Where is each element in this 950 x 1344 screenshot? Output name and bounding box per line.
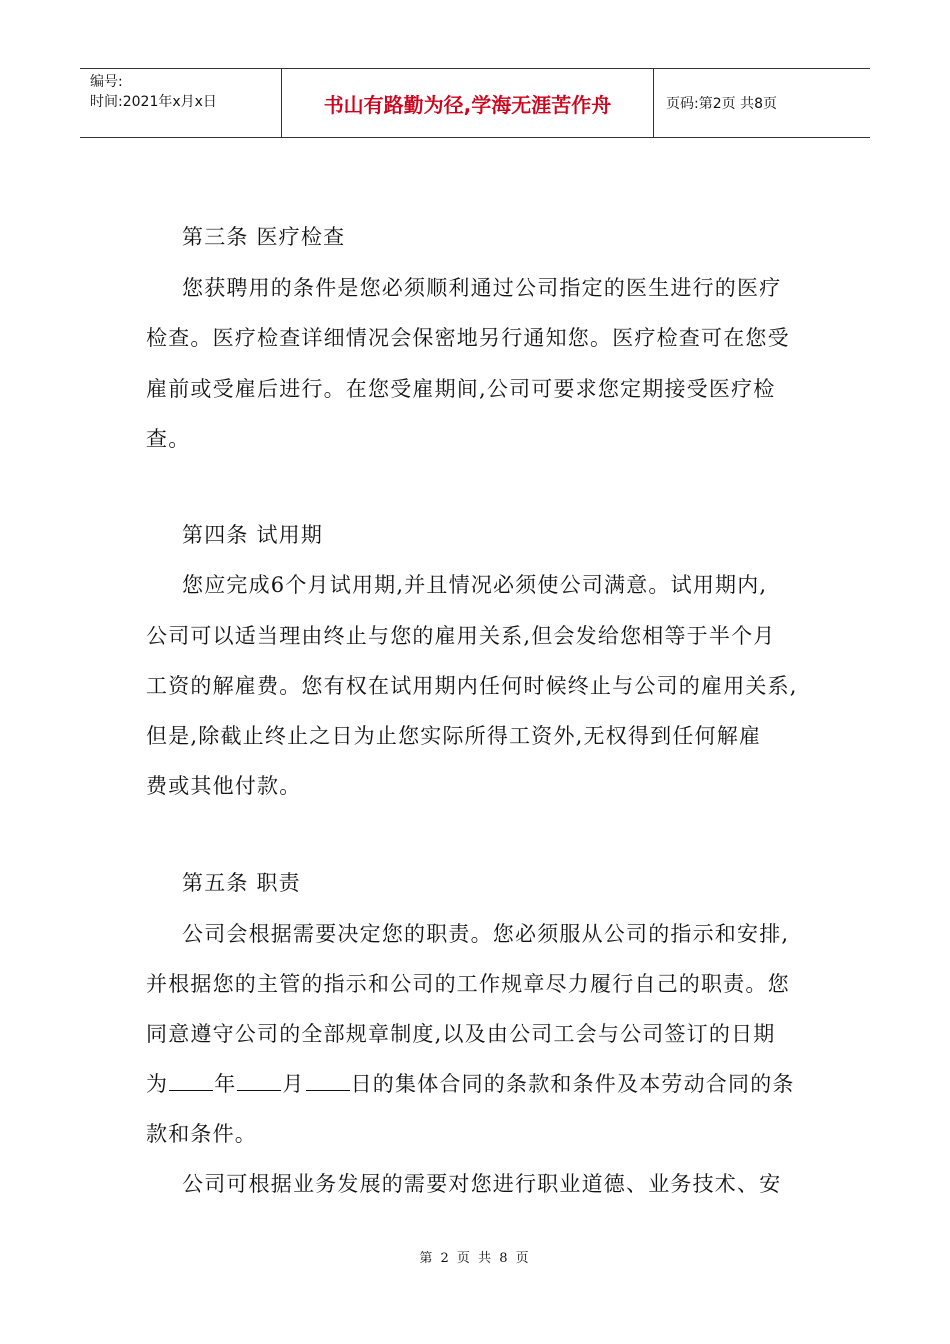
article-heading: 第五条 职责: [182, 871, 301, 895]
header-meta-cell: [80, 69, 282, 137]
date-fill-line: [146, 1068, 795, 1098]
article-heading: 第三条 医疗检查: [182, 225, 346, 249]
paragraph-line: 公司可根据业务发展的需要对您进行职业道德、业务技术、安: [182, 1172, 782, 1196]
time-label: 时间:2021年x月x日: [90, 94, 217, 110]
paragraph-line: 您获聘用的条件是您必须顺利通过公司指定的医生进行的医疗: [182, 276, 782, 300]
month-label: 月: [282, 1072, 305, 1096]
document-header: [80, 68, 870, 138]
year-label: 年: [214, 1072, 237, 1096]
paragraph-line: 雇前或受雇后进行。在您受雇期间,公司可要求您定期接受医疗检: [146, 377, 776, 401]
paragraph-line: 费或其他付款。: [146, 774, 302, 798]
number-label: 编号:: [90, 74, 123, 90]
day-blank: [306, 1089, 350, 1091]
paragraph-line: 查。: [146, 427, 191, 451]
paragraph-line: 公司可以适当理由终止与您的雇用关系,但会发给您相等于半个月: [146, 624, 776, 648]
header-page-cell: [654, 69, 870, 137]
page-code: 页码:第2页 共8页: [666, 96, 777, 112]
paragraph-line: 工资的解雇费。您有权在试用期内任何时候终止与公司的雇用关系,: [146, 674, 798, 698]
year-blank: [169, 1089, 213, 1091]
page-footer: 第 2 页 共 8 页: [419, 1251, 531, 1266]
date-prefix: 为: [146, 1072, 169, 1096]
paragraph-line: 并根据您的主管的指示和公司的工作规章尽力履行自己的职责。您: [146, 972, 790, 996]
header-motto-cell: [282, 69, 654, 137]
paragraph-line: 但是,除截止终止之日为止您实际所得工资外,无权得到任何解雇: [146, 724, 762, 748]
paragraph-line: 同意遵守公司的全部规章制度,以及由公司工会与公司签订的日期: [146, 1022, 776, 1046]
paragraph-line: 检查。医疗检查详细情况会保密地另行通知您。医疗检查可在您受: [146, 326, 790, 350]
paragraph-line: 您应完成6个月试用期,并且情况必须使公司满意。试用期内,: [182, 573, 768, 597]
article-heading: 第四条 试用期: [182, 523, 324, 547]
paragraph-line: 公司会根据需要决定您的职责。您必须服从公司的指示和安排,: [182, 922, 790, 946]
date-suffix: 日的集体合同的条款和条件及本劳动合同的条: [350, 1072, 795, 1096]
month-blank: [237, 1089, 281, 1091]
motto-text: 书山有路勤为径,学海无涯苦作舟: [323, 92, 612, 117]
paragraph-line: 款和条件。: [146, 1122, 257, 1146]
